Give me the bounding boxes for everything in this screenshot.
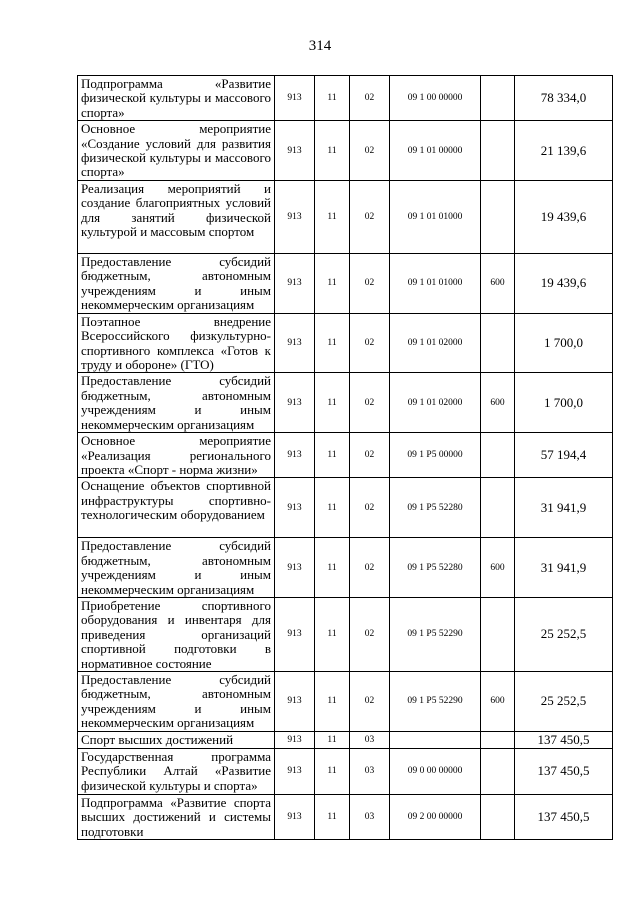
- row-name: Государственная программа Республики Алтай «Развитие физической культуры и спорта»: [78, 748, 275, 794]
- row-cs: 09 0 00 00000: [390, 748, 481, 794]
- row-name: Предоставление субсидий бюджетным, автономным учреждениям и иным некоммерческим организациям: [78, 373, 275, 433]
- row-gr: 913: [275, 433, 315, 478]
- row-vr: 600: [481, 671, 515, 731]
- row-vr: [481, 731, 515, 748]
- row-pr: 03: [350, 748, 390, 794]
- row-pr: 02: [350, 478, 390, 538]
- row-rz: 11: [315, 373, 350, 433]
- row-pr: 02: [350, 76, 390, 121]
- row-rz: 11: [315, 671, 350, 731]
- row-gr: 913: [275, 731, 315, 748]
- row-gr: 913: [275, 373, 315, 433]
- row-cs: 09 1 01 02000: [390, 313, 481, 373]
- row-gr: 913: [275, 76, 315, 121]
- row-name: Предоставление субсидий бюджетным, автономным учреждениям и иным некоммерческим организациям: [78, 538, 275, 598]
- row-pr: 02: [350, 180, 390, 253]
- row-sum: 1 700,0: [515, 373, 613, 433]
- row-vr: 600: [481, 373, 515, 433]
- row-vr: [481, 76, 515, 121]
- table-row: [78, 597, 613, 671]
- row-vr: [481, 794, 515, 839]
- row-cs: 09 1 01 00000: [390, 121, 481, 181]
- row-rz: 11: [315, 121, 350, 181]
- row-sum: 19 439,6: [515, 180, 613, 253]
- table-row: [78, 373, 613, 433]
- row-name: Основное мероприятие «Реализация регионального проекта «Спорт - норма жизни»: [78, 433, 275, 478]
- row-cs: 09 1 P5 52290: [390, 597, 481, 671]
- row-name: Подпрограмма «Развитие физической культуры и массового спорта»: [78, 76, 275, 121]
- row-cs: 09 1 00 00000: [390, 76, 481, 121]
- page-number: 314: [308, 38, 332, 54]
- row-pr: 03: [350, 731, 390, 748]
- row-gr: 913: [275, 121, 315, 181]
- table-row: [78, 538, 613, 598]
- row-cs: 09 1 01 01000: [390, 180, 481, 253]
- row-sum: 137 450,5: [515, 794, 613, 839]
- row-cs: 09 1 01 02000: [390, 373, 481, 433]
- row-pr: 02: [350, 433, 390, 478]
- row-gr: 913: [275, 671, 315, 731]
- row-rz: 11: [315, 748, 350, 794]
- table-row: [78, 731, 613, 748]
- row-sum: 57 194,4: [515, 433, 613, 478]
- row-rz: 11: [315, 731, 350, 748]
- row-vr: [481, 180, 515, 253]
- row-sum: 21 139,6: [515, 121, 613, 181]
- row-gr: 913: [275, 597, 315, 671]
- row-sum: 78 334,0: [515, 76, 613, 121]
- row-cs: 09 1 P5 52290: [390, 671, 481, 731]
- row-sum: 25 252,5: [515, 671, 613, 731]
- row-sum: 31 941,9: [515, 538, 613, 598]
- row-vr: [481, 748, 515, 794]
- row-sum: 25 252,5: [515, 597, 613, 671]
- row-gr: 913: [275, 253, 315, 313]
- row-gr: 913: [275, 180, 315, 253]
- row-vr: [481, 121, 515, 181]
- table-row: [78, 76, 613, 121]
- row-pr: 03: [350, 794, 390, 839]
- row-name: Реализация мероприятий и создание благоприятных условий для занятий физической культурой и массовым спортом: [78, 180, 275, 253]
- row-vr: [481, 433, 515, 478]
- table-row: [78, 748, 613, 794]
- row-name: Предоставление субсидий бюджетным, автономным учреждениям и иным некоммерческим организациям: [78, 253, 275, 313]
- row-pr: 02: [350, 671, 390, 731]
- row-rz: 11: [315, 180, 350, 253]
- row-vr: [481, 597, 515, 671]
- row-pr: 02: [350, 538, 390, 598]
- row-cs: [390, 731, 481, 748]
- row-vr: [481, 313, 515, 373]
- row-name: Оснащение объектов спортивной инфраструктуры спортивно-технологическим оборудованием: [78, 478, 275, 538]
- row-name: Приобретение спортивного оборудования и инвентаря для приведения организаций спортивной подготовки в нормативное состояние: [78, 597, 275, 671]
- row-cs: 09 1 P5 00000: [390, 433, 481, 478]
- table-row: [78, 478, 613, 538]
- row-rz: 11: [315, 253, 350, 313]
- row-pr: 02: [350, 253, 390, 313]
- table-row: [78, 794, 613, 839]
- row-vr: [481, 478, 515, 538]
- row-gr: 913: [275, 313, 315, 373]
- row-pr: 02: [350, 313, 390, 373]
- row-rz: 11: [315, 313, 350, 373]
- table-row: [78, 253, 613, 313]
- row-name: Предоставление субсидий бюджетным, автономным учреждениям и иным некоммерческим организациям: [78, 671, 275, 731]
- table-row: [78, 180, 613, 253]
- table-row: [78, 671, 613, 731]
- row-pr: 02: [350, 597, 390, 671]
- row-gr: 913: [275, 538, 315, 598]
- row-rz: 11: [315, 597, 350, 671]
- row-pr: 02: [350, 373, 390, 433]
- row-vr: 600: [481, 253, 515, 313]
- row-sum: 31 941,9: [515, 478, 613, 538]
- row-sum: 137 450,5: [515, 748, 613, 794]
- row-rz: 11: [315, 794, 350, 839]
- row-rz: 11: [315, 478, 350, 538]
- row-gr: 913: [275, 794, 315, 839]
- row-cs: 09 1 P5 52280: [390, 478, 481, 538]
- row-pr: 02: [350, 121, 390, 181]
- row-rz: 11: [315, 433, 350, 478]
- row-cs: 09 1 01 01000: [390, 253, 481, 313]
- row-cs: 09 2 00 00000: [390, 794, 481, 839]
- row-cs: 09 1 P5 52280: [390, 538, 481, 598]
- row-gr: 913: [275, 478, 315, 538]
- row-name: Подпрограмма «Развитие спорта высших достижений и системы подготовки: [78, 794, 275, 839]
- row-sum: 19 439,6: [515, 253, 613, 313]
- table-row: [78, 121, 613, 181]
- row-name: Спорт высших достижений: [78, 731, 275, 748]
- table-row: [78, 313, 613, 373]
- table-row: [78, 433, 613, 478]
- row-sum: 137 450,5: [515, 731, 613, 748]
- budget-table: [77, 75, 613, 840]
- row-sum: 1 700,0: [515, 313, 613, 373]
- row-vr: 600: [481, 538, 515, 598]
- row-name: Поэтапное внедрение Всероссийского физкультурно-спортивного комплекса «Готов к труду и обороне» (ГТО): [78, 313, 275, 373]
- row-name: Основное мероприятие «Создание условий для развития физической культуры и массового спорта»: [78, 121, 275, 181]
- row-rz: 11: [315, 76, 350, 121]
- row-gr: 913: [275, 748, 315, 794]
- row-rz: 11: [315, 538, 350, 598]
